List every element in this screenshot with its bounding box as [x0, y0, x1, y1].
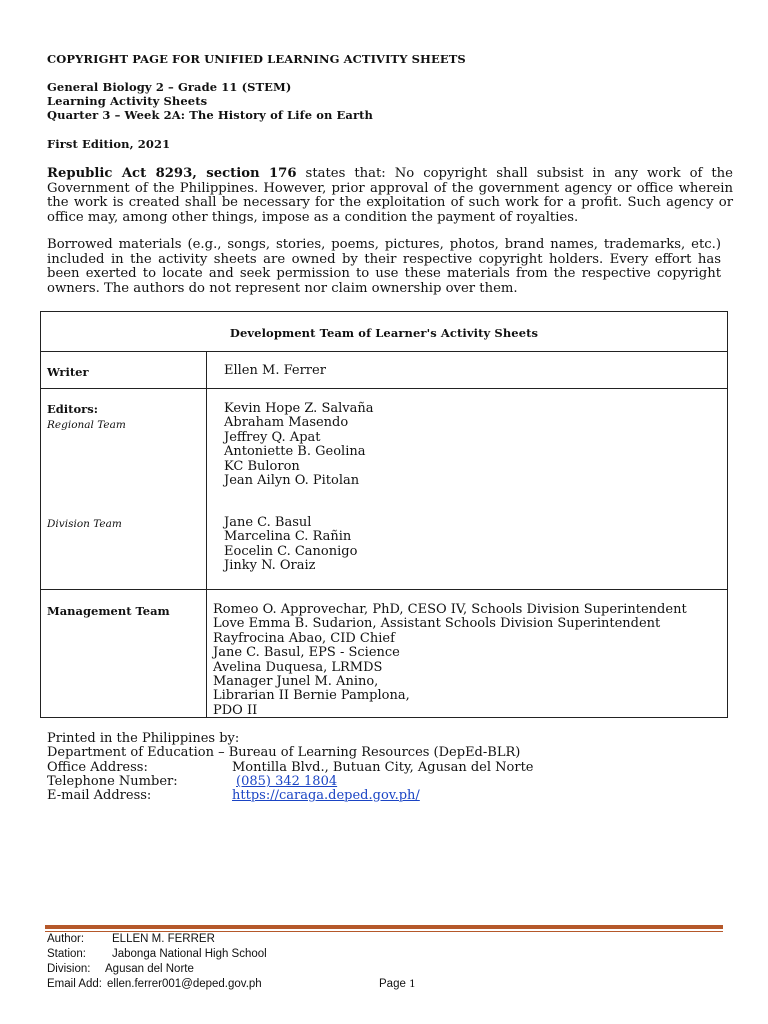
row-divider: [41, 589, 727, 590]
development-team-table: [40, 311, 728, 718]
borrowed-materials-paragraph: Borrowed materials (e.g., songs, stories, poems, pictures, photos, brand names, trademarks, etc.) included in the activity sheets are owned by their respective copyright holders. Every effort has been exerted to locate and seek permission to use these materials from the respective copyright owners. The authors do not represent nor claim ownership over them.: [47, 237, 721, 296]
table-title: Development Team of Learner's Activity Sheets: [229, 326, 539, 340]
list-item: Love Emma B. Sudarion, Assistant Schools Division Superintendent: [213, 616, 661, 632]
subject-line: General Biology 2 – Grade 11 (STEM): [47, 80, 292, 94]
law-reference: Republic Act 8293, section 176: [47, 166, 297, 181]
list-item: KC Buloron: [224, 458, 300, 474]
printed-line: Printed in the Philippines by:: [47, 731, 240, 746]
footer-email-label: Email Add:: [47, 978, 102, 990]
regional-team-label: Regional Team: [47, 419, 126, 431]
office-address: Montilla Blvd., Butuan City, Agusan del Norte: [232, 760, 534, 775]
division-team-list: [224, 516, 357, 574]
page-label: Page: [379, 978, 410, 990]
editors-label: Editors:: [47, 402, 98, 416]
footer-rule: [45, 925, 723, 929]
list-item: Eocelin C. Canonigo: [224, 543, 358, 559]
list-item: Romeo O. Approvechar, PhD, CESO IV, Schools Division Superintendent: [213, 602, 687, 617]
list-item: Jane C. Basul: [224, 515, 312, 530]
writer-label: Writer: [47, 365, 89, 379]
footer-division-label: Division:: [47, 963, 91, 975]
sheet-type-line: Learning Activity Sheets: [47, 94, 208, 108]
office-label: Office Address:: [47, 760, 148, 775]
footer-author-label: Author:: [47, 933, 85, 945]
law-text: states that: No copyright shall subsist in any work of the Government of the Philippines. However, prior approval of the government agency or office wherein the work is created shall be necessary for the exploitation of such work for a profit. Such agency or office may, among other things, impose as a condition the payment of royalties.: [47, 166, 733, 225]
publisher-line: Department of Education – Bureau of Learning Resources (DepEd-BLR): [47, 745, 521, 761]
regional-team-list: [224, 402, 373, 488]
list-item: Jane C. Basul, EPS - Science: [213, 645, 400, 661]
list-item: Antoniette B. Geolina: [224, 444, 366, 460]
row-divider: [41, 388, 727, 389]
writer-name: Ellen M. Ferrer: [224, 363, 326, 378]
phone-label: Telephone Number:: [47, 774, 178, 789]
footer-station-label: Station:: [47, 948, 86, 960]
list-item: Librarian II Bernie Pamplona,: [213, 688, 410, 704]
website-link[interactable]: https://caraga.deped.gov.ph/: [232, 788, 420, 803]
phone-link[interactable]: (085) 342 1804: [236, 774, 338, 789]
copyright-paragraph: [47, 167, 733, 225]
email-label: E-mail Address:: [47, 788, 152, 803]
quarter-line: Quarter 3 – Week 2A: The History of Life on Earth: [47, 108, 373, 122]
list-item: Abraham Masendo: [224, 415, 349, 431]
list-item: Manager Junel M. Anino,: [213, 674, 379, 690]
page-num: 1: [409, 978, 416, 990]
management-team-list: [213, 603, 687, 718]
page-number: [379, 977, 416, 992]
list-item: Rayfrocina Abao, CID Chief: [213, 630, 395, 646]
list-item: Jinky N. Oraiz: [224, 558, 316, 574]
column-divider: [206, 351, 207, 717]
division-team-label: Division Team: [47, 518, 122, 530]
footer-email: ellen.ferrer001@deped.gov.ph: [107, 978, 262, 990]
printed-by-block: [47, 732, 520, 761]
list-item: Jean Ailyn O. Pitolan: [224, 473, 360, 489]
footer-division: Agusan del Norte: [105, 963, 194, 975]
list-item: Jeffrey Q. Apat: [224, 429, 321, 445]
row-divider: [41, 351, 727, 352]
edition-line: First Edition, 2021: [47, 137, 171, 151]
page-title: COPYRIGHT PAGE FOR UNIFIED LEARNING ACTIVITY SHEETS: [47, 52, 466, 66]
list-item: Avelina Duquesa, LRMDS: [213, 659, 383, 675]
list-item: PDO II: [213, 702, 258, 718]
management-team-label: Management Team: [47, 604, 170, 618]
list-item: Marcelina C. Rañin: [224, 529, 352, 545]
footer-author: ELLEN M. FERRER: [112, 933, 215, 945]
list-item: Kevin Hope Z. Salvaña: [224, 401, 374, 416]
footer-station: Jabonga National High School: [112, 948, 267, 960]
